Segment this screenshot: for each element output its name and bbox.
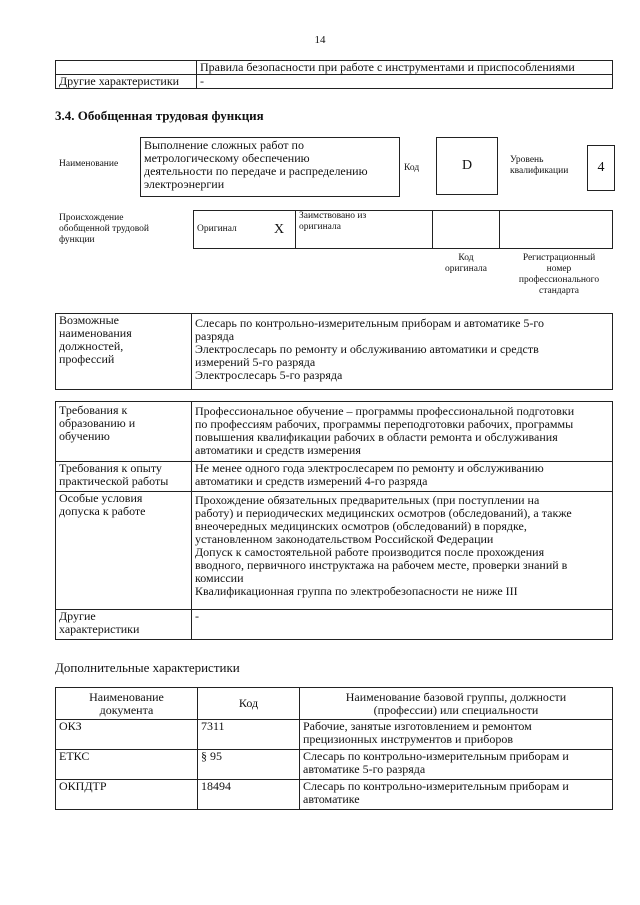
conditions-value: Прохождение обязательных предварительных (при поступлении на работу) и периодических медицинских осмотров (обследований), а также внеочередных медицинских осмотров (обследований) в порядке, установленном законодательством Российской Федерации Допуск к самостоятельной работе производится после прохождения вводного, первичного инструктажа на рабочем месте, проверки знаний в комиссии Квалификационная группа по электробезопасности не ниже III xyxy=(192,492,613,610)
education-value: Профессиональное обучение – программы профессиональной подготовки по профессиям рабочих, программы переподготовки рабочих, программы повышения квалификации рабочих в области ремонта и обслуживания автоматики и средств измерения xyxy=(192,402,613,462)
row-code: § 95 xyxy=(198,750,300,780)
code-label: Код xyxy=(404,163,420,173)
requirement-row-experience xyxy=(56,462,613,492)
experience-label: Требования к опыту практической работы xyxy=(56,462,192,492)
row-document: ЕТКС xyxy=(56,750,198,780)
additional-table xyxy=(55,687,613,810)
code-original-label: Код оригинала xyxy=(445,253,487,274)
row-document: ОКЗ xyxy=(56,720,198,750)
row-document: ОКПДТР xyxy=(56,780,198,810)
reg-number-label: Регистрационный номер профессионального стандарта xyxy=(518,253,600,296)
row-group: Рабочие, занятые изготовлением и ремонтом прецизионных инструментов и приборов xyxy=(300,720,613,750)
additional-title: Дополнительные характеристики xyxy=(55,660,240,675)
original-mark: X xyxy=(263,211,296,249)
requirement-row-other xyxy=(56,610,613,640)
row-group: Слесарь по контрольно-измерительным приборам и автоматике 5-го разряда xyxy=(300,750,613,780)
row-code: 18494 xyxy=(198,780,300,810)
other-value: - xyxy=(192,610,613,640)
header-group: Наименование базовой группы, должности (профессии) или специальности xyxy=(300,688,613,720)
top-row2-label: Другие характеристики xyxy=(56,75,197,89)
other-label: Другие характеристики xyxy=(56,610,192,640)
requirements-table xyxy=(55,401,613,640)
requirement-row-conditions xyxy=(56,492,613,610)
code-value: D xyxy=(436,137,498,195)
row-code: 7311 xyxy=(198,720,300,750)
top-table xyxy=(55,60,613,89)
additional-header-row xyxy=(56,688,613,720)
row-group: Слесарь по контрольно-измерительным приборам и автоматике xyxy=(300,780,613,810)
borrowed-label: Заимствовано из оригинала xyxy=(296,211,433,249)
section-heading: 3.4. Обобщенная трудовая функция xyxy=(55,108,264,123)
level-value: 4 xyxy=(587,145,615,191)
level-label: Уровень квалификации xyxy=(510,155,569,176)
origin-table xyxy=(193,210,613,249)
table-row xyxy=(56,720,613,750)
top-row1-value: Правила безопасности при работе с инструментами и приспособлениями xyxy=(197,61,613,75)
original-label: Оригинал xyxy=(194,211,264,249)
requirement-row-education xyxy=(56,402,613,462)
header-code: Код xyxy=(198,688,300,720)
name-value: Выполнение сложных работ по метрологическому обеспечению деятельности по передаче и распределению электроэнергии xyxy=(140,137,400,197)
top-row2-value: - xyxy=(197,75,613,89)
conditions-label: Особые условия допуска к работе xyxy=(56,492,192,610)
experience-value: Не менее одного года электрослесарем по ремонту и обслуживанию автоматики и средств измерений 4-го разряда xyxy=(192,462,613,492)
header-document: Наименование документа xyxy=(56,688,198,720)
education-label: Требования к образованию и обучению xyxy=(56,402,192,462)
name-label: Наименование xyxy=(59,159,119,169)
table-row xyxy=(56,780,613,810)
table-row xyxy=(56,750,613,780)
origin-label: Происхождение обобщенной трудовой функции xyxy=(59,213,149,245)
positions-value: Слесарь по контрольно-измерительным приборам и автоматике 5-го разряда Электрослесарь по ремонту и обслуживанию автоматики и средств измерений 5-го разряда Электрослесарь 5-го разряда xyxy=(192,314,613,390)
positions-table xyxy=(55,313,613,390)
positions-label: Возможные наименования должностей, профессий xyxy=(56,314,192,390)
page-number: 14 xyxy=(314,34,326,46)
